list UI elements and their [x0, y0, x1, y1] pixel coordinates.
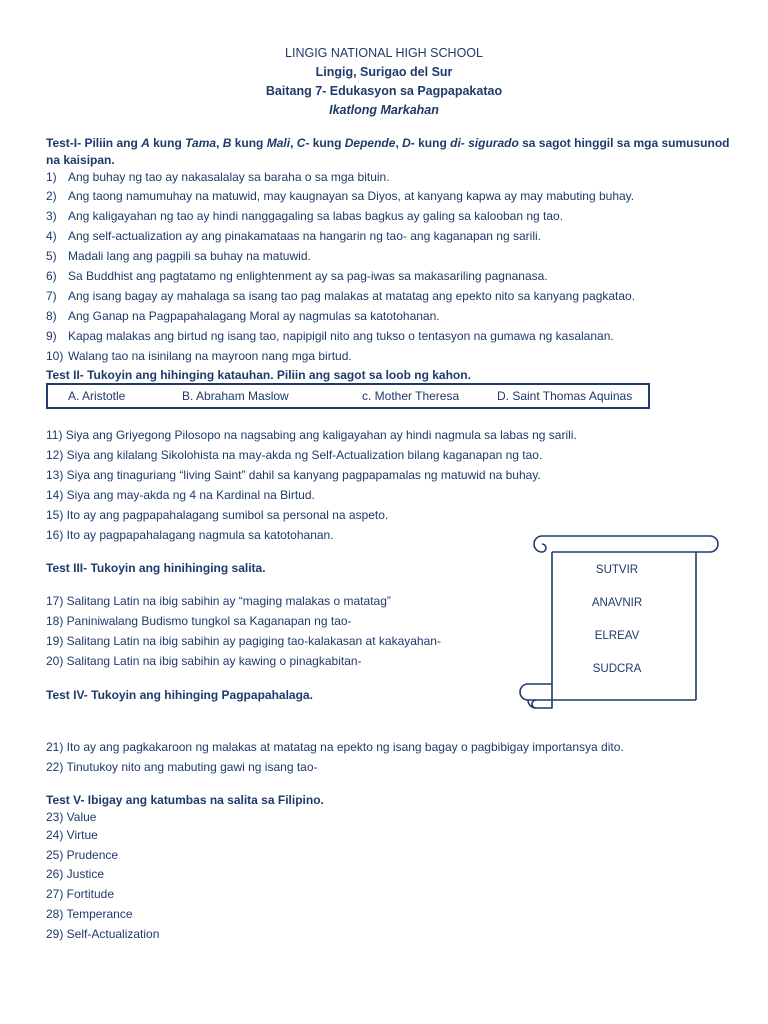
choice-a: A. Aristotle	[68, 389, 126, 403]
test5-item: 25) Prudence	[46, 848, 119, 862]
instr-text: - kung	[305, 136, 345, 150]
instr-text: Test-I- Piliin ang	[46, 136, 142, 150]
test5-item: 24) Virtue	[46, 828, 98, 842]
test3-item: 18) Paniniwalang Budismo tungkol sa Kaganapan ng tao-	[46, 614, 352, 628]
test5-item: 28) Temperance	[46, 907, 133, 921]
scroll-illustration	[512, 532, 722, 718]
item-text: Madali lang ang pagpili sa buhay na matuwid.	[68, 249, 311, 263]
choices-box	[46, 383, 650, 409]
item-text: Walang tao na isinilang na mayroon nang mga birtud.	[68, 349, 352, 363]
item-number: 6)	[46, 269, 57, 283]
school-location: Lingig, Surigao del Sur	[315, 65, 453, 79]
test1-item	[46, 268, 548, 284]
item-number: 7)	[46, 289, 57, 303]
grade-subject: Baitang 7- Edukasyon sa Pagpapakatao	[265, 84, 503, 98]
test5-item: 23) Value	[46, 810, 97, 824]
test1-item	[46, 169, 390, 185]
test3-item: 19) Salitang Latin na ibig sabihin ay pagiging tao-kalakasan at kakayahan-	[46, 634, 441, 648]
test1-item	[46, 288, 635, 304]
test5-item: 26) Justice	[46, 867, 105, 881]
quarter: Ikatlong Markahan	[329, 103, 439, 117]
instr-a: A	[141, 136, 150, 150]
test1-item	[46, 348, 352, 364]
instr-text: ,	[395, 136, 403, 150]
instr-c: C	[296, 136, 306, 150]
instr-text: sa sagot hinggil sa mga sumusunod	[518, 136, 730, 150]
instr-tama: Tama	[185, 136, 217, 150]
test4-instruction: Test IV- Tukoyin ang hihinging Pagpapahalaga.	[46, 688, 313, 702]
test1-instruction-cont: na kaisipan.	[46, 153, 115, 167]
instr-text: - kung	[410, 136, 451, 150]
test5-item: 27) Fortitude	[46, 887, 115, 901]
item-text: Ang self-actualization ay ang pinakamataas na hangarin ng tao- ang kaganapan ng sarili.	[68, 229, 541, 243]
scroll-word: ANAVNIR	[591, 597, 643, 609]
scroll-word: SUTVIR	[595, 564, 639, 576]
instr-di: di- sigurado	[450, 136, 519, 150]
test3-instruction: Test III- Tukoyin ang hinihinging salita.	[46, 561, 266, 575]
instr-text: ,	[290, 136, 297, 150]
test2-instruction: Test II- Tukoyin ang hihinging katauhan. Piliin ang sagot sa loob ng kahon.	[46, 368, 471, 382]
choice-d: D. Saint Thomas Aquinas	[497, 389, 633, 403]
instr-text: ,	[216, 136, 223, 150]
item-number: 5)	[46, 249, 57, 263]
test5-item: 29) Self-Actualization	[46, 927, 160, 941]
choice-c: c. Mother Theresa	[362, 389, 460, 403]
item-number: 2)	[46, 189, 57, 203]
item-text: Sa Buddhist ang pagtatamo ng enlightenment ay sa pag-iwas sa makasariling pagnanasa.	[68, 269, 548, 283]
item-text: Ang kaligayahan ng tao ay hindi nanggagaling sa labas bagkus ay galing sa kalooban ng tao.	[68, 209, 564, 223]
test1-item	[46, 188, 634, 204]
test2-item: 11) Siya ang Griyegong Pilosopo na nagsabing ang kaligayahan ay hindi nagmula sa labas ng sarili.	[46, 428, 577, 442]
test2-item: 12) Siya ang kilalang Sikolohista na may-akda ng Self-Actualization bilang kaganapan ng tao.	[46, 448, 543, 462]
test2-item: 15) Ito ay ang pagpapahalagang sumibol sa personal na aspeto.	[46, 508, 389, 522]
test1-item	[46, 228, 541, 244]
item-text: Ang taong namumuhay na matuwid, may kaugnayan sa Diyos, at kanyang kapwa ay may mabuting buhay.	[68, 189, 635, 203]
item-number: 3)	[46, 209, 57, 223]
instr-depende: Depende	[344, 136, 396, 150]
instr-text: kung	[231, 136, 267, 150]
item-number: 1)	[46, 170, 57, 184]
instr-text: kung	[149, 136, 186, 150]
scroll-word: SUDCRA	[592, 663, 642, 675]
instr-d: D	[402, 136, 411, 150]
test1-item	[46, 328, 614, 344]
school-name: LINGIG NATIONAL HIGH SCHOOL	[285, 46, 483, 60]
test1-item	[46, 208, 563, 224]
instr-b: B	[222, 136, 232, 150]
item-text: Ang Ganap na Pagpapahalagang Moral ay nagmulas sa katotohanan.	[68, 309, 440, 323]
choice-b: B. Abraham Maslow	[182, 389, 289, 403]
item-number: 10)	[46, 349, 64, 363]
item-number: 9)	[46, 329, 57, 343]
test2-item: 16) Ito ay pagpapahalagang nagmula sa katotohanan.	[46, 528, 334, 542]
scroll-word: ELREAV	[594, 630, 640, 642]
item-text: Ang buhay ng tao ay nakasalalay sa baraha o sa mga bituin.	[68, 170, 390, 184]
test1-instruction	[46, 135, 729, 151]
instr-mali: Mali	[266, 136, 291, 150]
test3-item: 17) Salitang Latin na ibig sabihin ay “maging malakas o matatag”	[46, 594, 391, 608]
test5-instruction: Test V- Ibigay ang katumbas na salita sa Filipino.	[46, 793, 324, 807]
test3-item: 20) Salitang Latin na ibig sabihin ay kawing o pinagkabitan-	[46, 654, 362, 668]
item-number: 8)	[46, 309, 57, 323]
item-text: Kapag malakas ang birtud ng isang tao, napipigil nito ang tukso o tentasyon na gumawa ng kasalanan.	[68, 329, 614, 343]
test4-item: 21) Ito ay ang pagkakaroon ng malakas at matatag na epekto ng isang bagay o pagbibigay importansya dito.	[46, 740, 624, 754]
test4-item: 22) Tinutukoy nito ang mabuting gawi ng isang tao-	[46, 760, 318, 774]
test2-item: 13) Siya ang tinaguriang “living Saint” dahil sa kanyang pagpapamalas ng matuwid na buhay.	[46, 468, 541, 482]
item-text: Ang isang bagay ay mahalaga sa isang tao pag malakas at matatag ang epekto nito sa kanyang pagkatao.	[68, 289, 636, 303]
test2-item: 14) Siya ang may-akda ng 4 na Kardinal na Birtud.	[46, 488, 315, 502]
test1-item	[46, 308, 440, 324]
item-number: 4)	[46, 229, 57, 243]
test1-item	[46, 248, 311, 264]
